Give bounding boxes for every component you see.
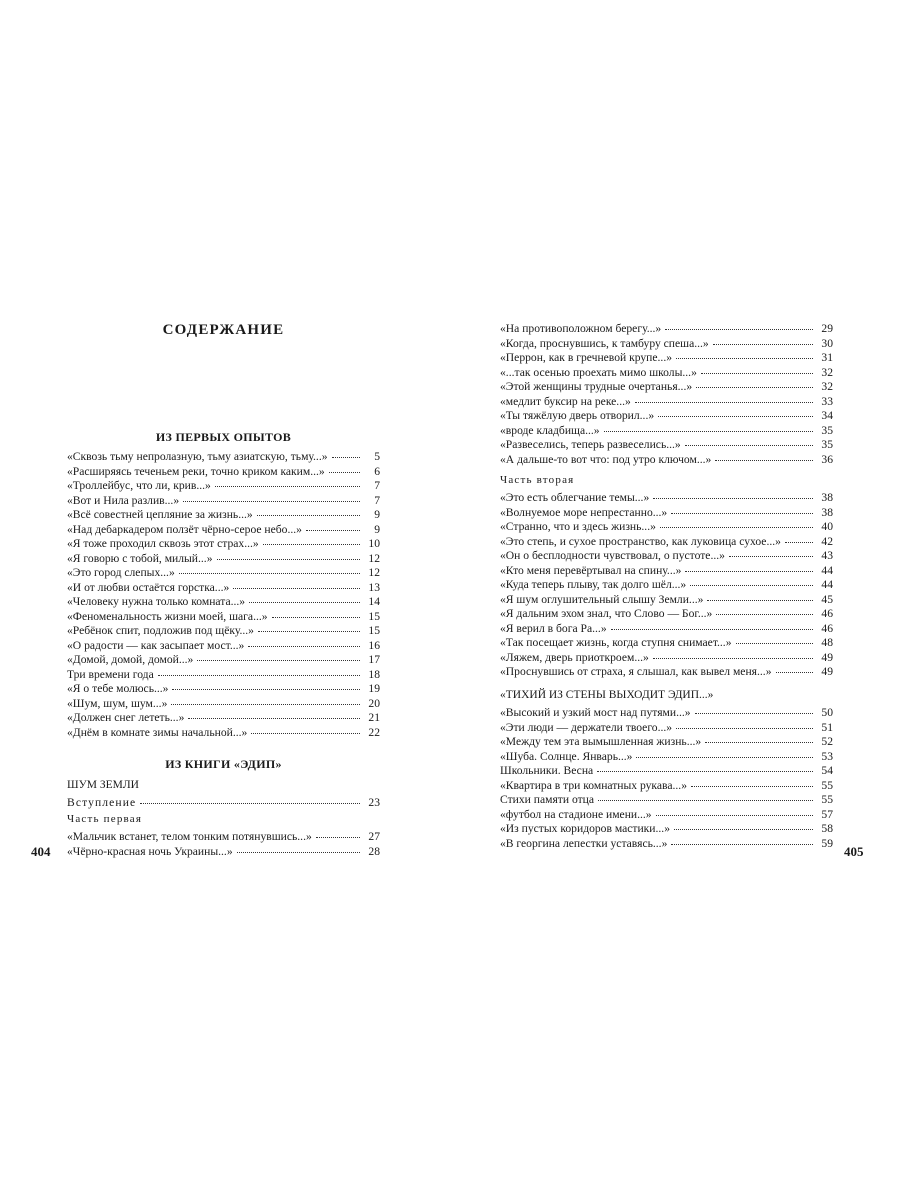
toc-entry-title: «Шум, шум, шум...» — [67, 696, 168, 710]
toc-entry-title: «Когда, проснувшись, к тамбуру спеша...» — [500, 336, 709, 350]
dot-leader — [685, 443, 813, 446]
dot-leader — [611, 627, 813, 630]
toc-entry-page: 9 — [374, 522, 380, 536]
toc-entry[interactable] — [500, 665, 833, 680]
toc-entry[interactable] — [67, 668, 380, 683]
toc-entry-title: «Ребёнок спит, подложив под щёку...» — [67, 624, 254, 637]
toc-entry-title: «Странно, что и здесь жизнь...» — [500, 520, 656, 533]
toc-entry[interactable] — [500, 578, 833, 593]
toc-entry-title: «Этой женщины трудные очертанья...» — [500, 380, 693, 393]
dot-leader — [674, 827, 813, 830]
toc-entry[interactable] — [67, 639, 380, 654]
toc-entry-page: 49 — [821, 665, 833, 678]
toc-entry-page: 43 — [821, 549, 833, 562]
toc-entry[interactable] — [500, 779, 833, 794]
dot-leader — [272, 615, 360, 618]
toc-entry[interactable] — [500, 535, 833, 550]
toc-entry-title: «Днём в комнате зимы начальной...» — [67, 725, 248, 739]
toc-entry[interactable] — [500, 424, 833, 439]
toc-entry[interactable] — [67, 523, 380, 538]
dot-leader — [656, 813, 813, 816]
toc-entry-title: «Проснувшись от страха, я слышал, как вывел меня...» — [500, 665, 772, 678]
dot-leader — [671, 511, 813, 514]
toc-entry-page: 6 — [374, 464, 380, 478]
dot-leader — [140, 801, 360, 804]
toc-entry-title: «медлит буксир на реке...» — [500, 394, 631, 408]
toc-entry-page: 53 — [821, 749, 833, 763]
part-two-label: Часть вторая — [500, 474, 575, 486]
toc-list-part2 — [500, 491, 833, 680]
toc-entry[interactable] — [500, 395, 833, 410]
dot-leader — [695, 711, 813, 714]
toc-entry-page: 13 — [368, 580, 380, 594]
toc-entry-page: 36 — [821, 452, 833, 466]
toc-entry[interactable] — [500, 322, 833, 337]
toc-entry[interactable] — [500, 438, 833, 453]
dot-leader — [736, 641, 813, 644]
toc-entry-page: 7 — [374, 479, 380, 492]
section-heading-oedipus-book: ИЗ КНИГИ «ЭДИП» — [165, 757, 282, 771]
toc-entry-page: 15 — [368, 624, 380, 637]
toc-entry-title: «Вот и Нила разлив...» — [67, 493, 180, 507]
dot-leader — [179, 571, 360, 574]
toc-entry-page: 32 — [821, 365, 833, 379]
toc-entry-page: 49 — [821, 650, 833, 664]
toc-entry[interactable] — [67, 682, 380, 697]
toc-title: СОДЕРЖАНИЕ — [162, 322, 285, 338]
toc-entry-title: «Ляжем, дверь приоткроем...» — [500, 650, 649, 664]
toc-list-intro — [67, 796, 380, 811]
toc-entry[interactable] — [500, 622, 833, 637]
dot-leader — [653, 496, 813, 499]
toc-entry-title: Вступление — [67, 796, 137, 809]
toc-entry-title: «Я верил в бога Ра...» — [500, 621, 607, 635]
toc-list-part1 — [67, 830, 380, 859]
toc-entry-title: «...так осенью проехать мимо школы...» — [500, 365, 697, 379]
toc-entry-page: 22 — [368, 725, 380, 739]
dot-leader — [597, 769, 813, 772]
toc-entry-page: 32 — [821, 380, 833, 393]
dot-leader — [306, 528, 360, 531]
toc-entry[interactable] — [500, 651, 833, 666]
toc-entry-title: «И от любви остаётся горстка...» — [67, 580, 230, 594]
toc-entry-page: 15 — [368, 609, 380, 623]
toc-entry[interactable] — [500, 506, 833, 521]
toc-entry-title: «Чёрно-красная ночь Украины...» — [67, 844, 233, 858]
dot-leader — [329, 470, 360, 473]
dot-leader — [635, 400, 813, 403]
toc-entry-page: 31 — [821, 351, 833, 364]
toc-entry[interactable] — [500, 735, 833, 750]
toc-entry-title: «Ты тяжёлую дверь отворил...» — [500, 409, 655, 422]
dot-leader — [233, 586, 360, 589]
toc-entry[interactable] — [500, 366, 833, 381]
toc-entry-title: «О радости — как засыпает мост...» — [67, 638, 245, 652]
dot-leader — [316, 835, 360, 838]
dot-leader — [701, 371, 813, 374]
toc-entry-page: 58 — [821, 822, 833, 835]
dot-leader — [258, 629, 360, 632]
toc-entry-page: 23 — [368, 796, 380, 809]
toc-entry-title: «Я шум оглушительный слышу Земли...» — [500, 592, 704, 606]
section-heading-quiet-oedipus: «ТИХИЙ ИЗ СТЕНЫ ВЫХОДИТ ЭДИП...» — [500, 689, 714, 701]
part-one-label: Часть первая — [67, 813, 143, 825]
toc-entry[interactable] — [67, 624, 380, 639]
page-number-right: 405 — [844, 844, 864, 859]
toc-entry-title: «Куда теперь плыву, так долго шёл...» — [500, 578, 687, 591]
toc-entry-page: 51 — [821, 720, 833, 734]
toc-entry[interactable] — [500, 636, 833, 651]
toc-entry-title: «Я говорю с тобой, милый...» — [67, 551, 213, 565]
toc-entry[interactable] — [67, 508, 380, 523]
toc-entry[interactable] — [67, 726, 380, 741]
toc-entry[interactable] — [67, 494, 380, 509]
toc-entry[interactable] — [500, 564, 833, 579]
toc-entry[interactable] — [67, 653, 380, 668]
toc-entry-page: 16 — [368, 638, 380, 652]
dot-leader — [716, 612, 813, 615]
dot-leader — [604, 429, 813, 432]
dot-leader — [332, 455, 360, 458]
toc-entry-title: «Из пустых коридоров мастики...» — [500, 822, 670, 835]
toc-entry-page: 40 — [821, 520, 833, 533]
toc-entry-page: 35 — [821, 438, 833, 451]
toc-entry-title: «Человеку нужна только комната...» — [67, 595, 246, 608]
toc-entry[interactable] — [500, 721, 833, 736]
toc-entry-page: 27 — [368, 830, 380, 843]
toc-entry[interactable] — [67, 711, 380, 726]
toc-entry-page: 33 — [821, 394, 833, 408]
toc-entry[interactable] — [67, 595, 380, 610]
toc-entry-page: 28 — [368, 844, 380, 858]
dot-leader — [713, 342, 813, 345]
toc-entry-page: 34 — [821, 409, 833, 422]
toc-entry-page: 12 — [368, 551, 380, 565]
dot-leader — [671, 842, 813, 845]
toc-entry-page: 54 — [821, 764, 833, 777]
toc-entry[interactable] — [500, 706, 833, 721]
toc-entry-title: «Троллейбус, что ли, крив...» — [67, 479, 211, 492]
toc-entry-page: 35 — [821, 423, 833, 437]
toc-entry-title: «футбол на стадионе имени...» — [500, 807, 652, 821]
toc-entry[interactable] — [67, 479, 380, 494]
toc-entry[interactable] — [67, 450, 380, 465]
toc-entry[interactable] — [500, 409, 833, 424]
dot-leader — [776, 670, 814, 673]
toc-list-part1-continued — [500, 322, 833, 467]
dot-leader — [183, 499, 360, 502]
dot-leader — [237, 850, 360, 853]
dot-leader — [172, 687, 360, 690]
toc-entry[interactable] — [500, 764, 833, 779]
dot-leader — [251, 731, 360, 734]
toc-entry-page: 14 — [368, 595, 380, 608]
toc-entry-title: «Это есть облегчание темы...» — [500, 491, 650, 504]
dot-leader — [705, 740, 813, 743]
toc-entry-title: «Мальчик встанет, телом тонким потянувшись...» — [67, 830, 312, 843]
toc-entry-title: «В георгина лепестки уставясь...» — [500, 836, 668, 850]
toc-entry-title: «Квартира в три комнатных рукава...» — [500, 778, 687, 792]
dot-leader — [707, 598, 813, 601]
toc-entry-title: «Я тоже проходил сквозь этот страх...» — [67, 537, 259, 550]
toc-entry[interactable] — [500, 607, 833, 622]
dot-leader — [171, 702, 360, 705]
right-page — [450, 0, 900, 1200]
toc-entry-title: «Волнуемое море непрестанно...» — [500, 505, 668, 519]
toc-entry-page: 44 — [821, 563, 833, 577]
dot-leader — [257, 513, 360, 516]
toc-entry[interactable] — [67, 697, 380, 712]
toc-entry-title: «Высокий и узкий мост над путями...» — [500, 706, 691, 719]
dot-leader — [658, 414, 813, 417]
toc-entry-page: 57 — [821, 807, 833, 821]
toc-entry-title: «Это степь, и сухое пространство, как луковица сухое...» — [500, 534, 781, 548]
dot-leader — [785, 540, 813, 543]
toc-entry[interactable] — [67, 465, 380, 480]
dot-leader — [660, 525, 813, 528]
dot-leader — [188, 716, 360, 719]
toc-entry-title: «Должен снег лететь...» — [67, 711, 185, 724]
toc-entry-title: «Домой, домой, домой...» — [67, 653, 194, 666]
toc-entry[interactable] — [500, 549, 833, 564]
dot-leader — [729, 554, 813, 557]
toc-entry-title: «Я о тебе молюсь...» — [67, 682, 169, 695]
dot-leader — [715, 458, 813, 461]
dot-leader — [685, 569, 813, 572]
dot-leader — [598, 798, 813, 801]
toc-entry-page: 44 — [821, 578, 833, 591]
toc-list-section3 — [500, 706, 833, 851]
toc-entry-title: «Развеселись, теперь развеселись...» — [500, 438, 681, 451]
toc-entry[interactable] — [67, 537, 380, 552]
dot-leader — [696, 385, 813, 388]
toc-entry-title: «Над дебаркадером ползёт чёрно-серое небо...» — [67, 522, 302, 536]
toc-entry-title: «вроде кладбища...» — [500, 423, 600, 437]
toc-entry-page: 55 — [821, 793, 833, 806]
toc-entry-page: 18 — [368, 667, 380, 681]
toc-entry-title: «Сквозь тьму непролазную, тьму азиатскую, тьму...» — [67, 450, 328, 463]
toc-entry-page: 46 — [821, 621, 833, 635]
toc-entry-page: 45 — [821, 592, 833, 606]
toc-entry[interactable] — [500, 808, 833, 823]
toc-entry-page: 48 — [821, 636, 833, 649]
toc-entry-page: 10 — [368, 537, 380, 550]
toc-entry[interactable] — [500, 337, 833, 352]
toc-entry[interactable] — [67, 581, 380, 596]
dot-leader — [691, 784, 813, 787]
toc-entry-page: 17 — [368, 653, 380, 666]
toc-entry[interactable] — [500, 520, 833, 535]
toc-entry-title: «Расширяясь теченьем реки, точно криком каким...» — [67, 464, 325, 478]
toc-entry[interactable] — [500, 351, 833, 366]
toc-entry-page: 9 — [374, 508, 380, 521]
toc-entry-page: 7 — [374, 493, 380, 507]
toc-entry-page: 29 — [821, 322, 833, 335]
toc-entry-title: «Феноменальность жизни моей, шага...» — [67, 609, 268, 623]
toc-entry[interactable] — [67, 845, 380, 860]
toc-entry[interactable] — [500, 822, 833, 837]
toc-entry-page: 55 — [821, 778, 833, 792]
dot-leader — [217, 557, 360, 560]
toc-entry-title: «На противоположном берегу...» — [500, 322, 662, 335]
toc-entry-title: «Я дальним эхом знал, что Слово — Бог...» — [500, 607, 713, 620]
toc-entry-page: 30 — [821, 336, 833, 350]
toc-entry-page: 38 — [821, 505, 833, 519]
dot-leader — [197, 658, 360, 661]
toc-entry[interactable] — [67, 566, 380, 581]
dot-leader — [676, 356, 813, 359]
toc-entry-title: «Он о бесплодности чувствовал, о пустоте...» — [500, 549, 725, 562]
toc-entry-page: 46 — [821, 607, 833, 620]
toc-entry-page: 52 — [821, 735, 833, 748]
dot-leader — [690, 583, 813, 586]
page-number-left: 404 — [31, 844, 51, 859]
toc-entry-title: «Так посещает жизнь, когда ступня снимает...» — [500, 636, 732, 649]
toc-entry-title: «Кто меня перевёртывал на спину...» — [500, 563, 682, 577]
toc-entry-title: Школьники. Весна — [500, 764, 594, 777]
toc-entry[interactable] — [500, 837, 833, 852]
toc-entry-page: 59 — [821, 836, 833, 850]
toc-entry[interactable] — [67, 830, 380, 845]
toc-entry[interactable] — [67, 552, 380, 567]
dot-leader — [263, 542, 360, 545]
toc-entry-title: «Эти люди — держатели твоего...» — [500, 720, 673, 734]
toc-entry-title: Три времени года — [67, 667, 154, 681]
toc-entry[interactable] — [500, 593, 833, 608]
dot-leader — [158, 673, 360, 676]
dot-leader — [636, 755, 813, 758]
toc-entry-title: «Между тем эта вымышленная жизнь...» — [500, 735, 702, 748]
toc-entry-intro[interactable] — [67, 796, 380, 811]
toc-entry-title: «Шуба. Солнце. Январь...» — [500, 749, 633, 763]
dot-leader — [676, 726, 813, 729]
toc-entry-page: 12 — [368, 566, 380, 579]
toc-entry[interactable] — [500, 380, 833, 395]
dot-leader — [665, 327, 813, 330]
toc-entry-page: 50 — [821, 706, 833, 719]
toc-entry[interactable] — [67, 610, 380, 625]
toc-entry-page: 38 — [821, 491, 833, 504]
toc-entry-title: «А дальше-то вот что: под утро ключом...» — [500, 452, 712, 466]
toc-entry-title: «Это город слепых...» — [67, 566, 175, 579]
dot-leader — [653, 656, 813, 659]
toc-entry[interactable] — [500, 453, 833, 468]
toc-entry-page: 21 — [368, 711, 380, 724]
toc-entry[interactable] — [500, 750, 833, 765]
toc-list-section1 — [67, 450, 380, 740]
toc-entry-page: 42 — [821, 534, 833, 548]
toc-entry-page: 20 — [368, 696, 380, 710]
dot-leader — [249, 600, 360, 603]
dot-leader — [248, 644, 360, 647]
toc-entry[interactable] — [500, 491, 833, 506]
toc-entry-title: «Всё совестней цепляние за жизнь...» — [67, 508, 253, 521]
toc-entry[interactable] — [500, 793, 833, 808]
toc-entry-page: 5 — [374, 450, 380, 463]
subheading-noise-of-earth: ШУМ ЗЕМЛИ — [67, 779, 139, 791]
toc-entry-title: Стихи памяти отца — [500, 793, 595, 806]
dot-leader — [215, 484, 360, 487]
section-heading-first-experiments: ИЗ ПЕРВЫХ ОПЫТОВ — [155, 430, 292, 444]
toc-entry-page: 19 — [368, 682, 380, 695]
toc-entry-title: «Перрон, как в гречневой крупе...» — [500, 351, 673, 364]
